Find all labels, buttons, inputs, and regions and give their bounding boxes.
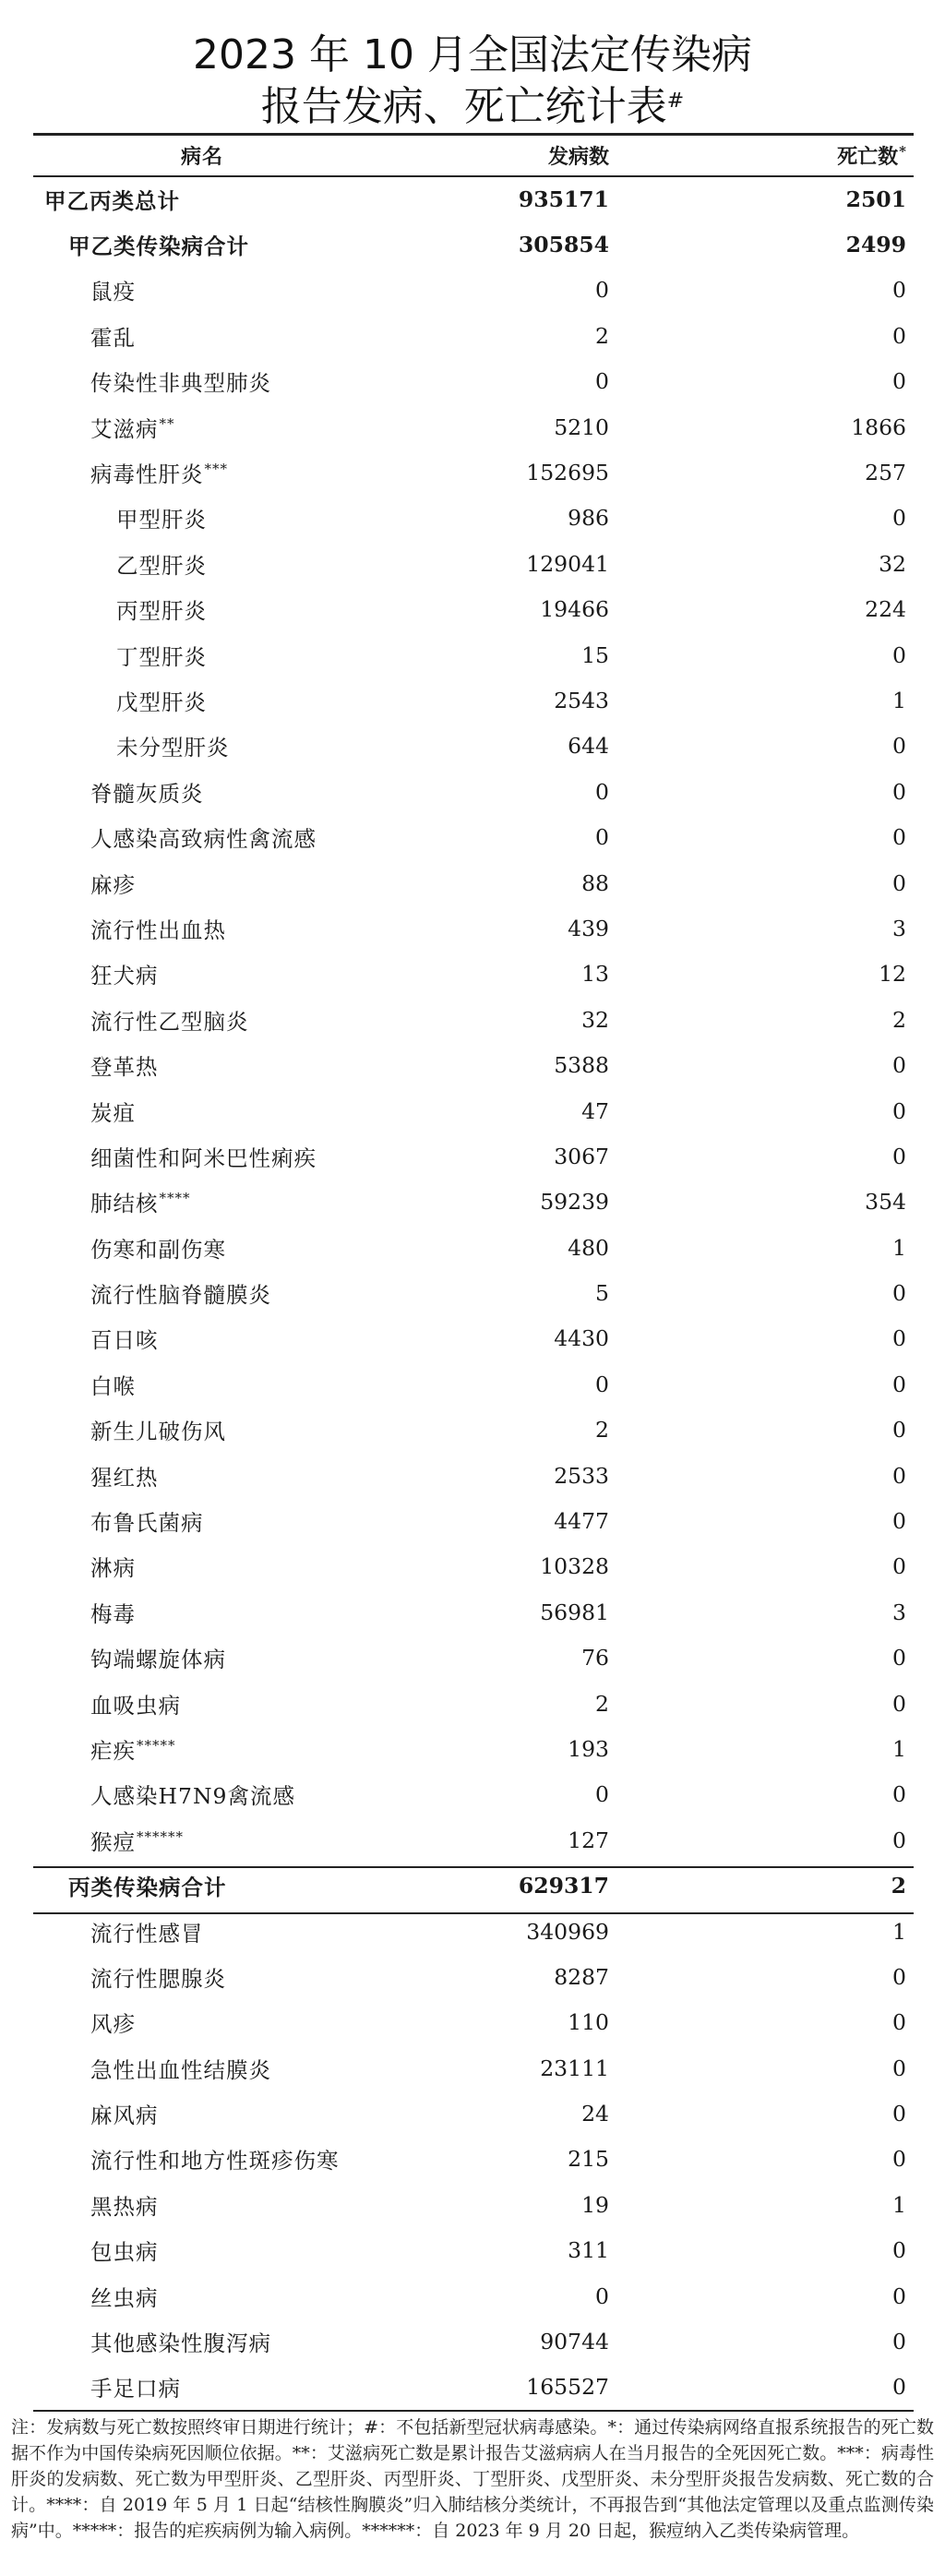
row-cases: 88 <box>581 869 609 896</box>
row-cases: 311 <box>568 2237 609 2264</box>
table-row <box>33 814 914 859</box>
row-name: 未分型肝炎 <box>116 735 230 761</box>
row-name: 戊型肝炎 <box>116 689 207 715</box>
row-footnote-mark: ***** <box>137 1736 176 1754</box>
table-row <box>33 2000 914 2045</box>
row-footnote-mark: **** <box>159 1190 191 1207</box>
row-deaths: 0 <box>892 277 906 304</box>
row-cases: 986 <box>568 505 609 532</box>
row-name: 甲型肝炎 <box>116 507 207 533</box>
row-cases: 0 <box>595 824 609 851</box>
row-name: 梅毒 <box>90 1600 136 1627</box>
title-line-1: 2023 年 10 月全国法定传染病 <box>193 31 752 78</box>
row-name: 麻疹 <box>90 871 136 898</box>
table-row <box>33 1726 914 1771</box>
row-name: 急性出血性结膜炎 <box>90 2056 271 2083</box>
table-row <box>33 268 914 313</box>
row-name: 流行性出血热 <box>90 917 226 943</box>
row-name: 狂犬病 <box>90 963 159 989</box>
row-deaths: 1 <box>892 687 906 713</box>
row-deaths: 257 <box>865 460 906 486</box>
row-name: 细菌性和阿米巴性痢疾 <box>90 1144 317 1171</box>
row-cases: 935171 <box>518 186 609 212</box>
table-row <box>33 1863 914 1908</box>
row-name: 黑热病 <box>90 2193 159 2220</box>
row-deaths: 354 <box>865 1189 906 1216</box>
table-row <box>33 222 914 267</box>
row-name: 人感染高致病性禽流感 <box>90 826 317 853</box>
row-deaths: 3 <box>892 1599 906 1625</box>
row-deaths: 0 <box>892 2009 906 2036</box>
row-cases: 5 <box>595 1280 609 1307</box>
row-cases: 3067 <box>554 1143 609 1169</box>
footnote: 注：发病数与死亡数按照终审日期进行统计；#：不包括新型冠状病毒感染。*：通过传染病网络直报系统报告的死亡数据不作为中国传染病死因顺位依据。**：艾滋病死亡数是累计报告艾滋病病人在当月报告的全死因死亡数。***：病毒性肝炎的发病数、死亡数为甲型肝炎、乙型肝炎、丙型肝炎、丁型肝炎、戊型肝炎、未分型肝炎报告发病数、死亡数的合计。****：自 2019 年 5 月 1 日起“结核性胸膜炎”归入肺结核分类统计，不再报告到“其他法定管理以及重点监测传染病”中。*****：报告的疟疾病例为输入病例。******：自 2023 年 9 月 20 日起，猴痘纳入乙类传染病管理。 <box>11 2417 934 2541</box>
row-cases: 129041 <box>526 550 609 577</box>
row-deaths: 0 <box>892 368 906 395</box>
row-deaths: 3 <box>892 915 906 941</box>
table-row <box>33 1498 914 1543</box>
row-name: 人感染H7N9禽流感 <box>90 1783 295 1810</box>
row-name: 流行性腮腺炎 <box>90 1965 226 1992</box>
row-deaths: 0 <box>892 1143 906 1169</box>
row-cases: 165527 <box>526 2374 609 2401</box>
row-cases: 5388 <box>554 1052 609 1079</box>
row-name: 乙型肝炎 <box>116 552 207 579</box>
row-deaths: 32 <box>879 550 906 577</box>
row-name: 其他感染性腹泻病 <box>90 2330 271 2357</box>
table-row <box>33 1316 914 1361</box>
row-deaths: 0 <box>892 1963 906 1990</box>
row-cases: 644 <box>568 733 609 760</box>
table-row <box>33 724 914 769</box>
row-cases: 90744 <box>540 2329 609 2355</box>
row-deaths: 0 <box>892 322 906 349</box>
row-deaths: 0 <box>892 1781 906 1808</box>
row-deaths: 0 <box>892 1508 906 1535</box>
table-row <box>33 2365 914 2410</box>
row-name: 白喉 <box>90 1372 136 1399</box>
row-name: 淋病 <box>90 1555 136 1582</box>
row-deaths: 0 <box>892 1417 906 1444</box>
table-row <box>33 860 914 905</box>
table-row <box>33 2318 914 2364</box>
table-row <box>33 632 914 677</box>
row-cases: 127 <box>568 1827 609 1853</box>
row-cases: 19466 <box>540 596 609 623</box>
table-row <box>33 905 914 951</box>
row-name: 丙型肝炎 <box>116 598 207 625</box>
row-name: 甲乙类传染病合计 <box>68 234 249 260</box>
table-row <box>33 677 914 723</box>
row-name: 百日咳 <box>90 1327 159 1354</box>
table-row <box>33 496 914 541</box>
row-cases: 19 <box>581 2191 609 2218</box>
row-cases: 0 <box>595 778 609 805</box>
row-name: 肺结核 **** <box>90 1190 191 1217</box>
row-deaths: 0 <box>892 869 906 896</box>
row-deaths: 0 <box>892 2237 906 2264</box>
table-row <box>33 1453 914 1498</box>
row-cases: 13 <box>581 961 609 988</box>
row-deaths: 0 <box>892 1280 906 1307</box>
row-cases: 56981 <box>540 1599 609 1625</box>
row-name: 钩端螺旋体病 <box>90 1647 226 1673</box>
row-cases: 10328 <box>540 1553 609 1580</box>
row-deaths: 0 <box>892 1690 906 1717</box>
row-name: 新生儿破伤风 <box>90 1419 226 1445</box>
row-deaths: 0 <box>892 2146 906 2173</box>
row-cases: 59239 <box>540 1189 609 1216</box>
title-mark: # <box>666 90 685 113</box>
row-deaths: 0 <box>892 733 906 760</box>
table-row <box>33 769 914 814</box>
table-row <box>33 1772 914 1817</box>
table-row <box>33 1361 914 1407</box>
row-deaths: 224 <box>865 596 906 623</box>
row-deaths: 0 <box>892 2374 906 2401</box>
table-row <box>33 2091 914 2136</box>
row-deaths: 1 <box>892 2191 906 2218</box>
row-deaths: 0 <box>892 2101 906 2127</box>
row-name: 丙类传染病合计 <box>68 1875 227 1901</box>
table-row <box>33 2228 914 2273</box>
table-row <box>33 449 914 495</box>
row-deaths: 0 <box>892 824 906 851</box>
row-deaths: 0 <box>892 1052 906 1079</box>
row-name: 猴痘 ****** <box>90 1827 184 1855</box>
row-deaths: 0 <box>892 2329 906 2355</box>
header-deaths: 死亡数 * <box>837 143 906 169</box>
table-row <box>33 1042 914 1087</box>
table-row <box>33 1088 914 1133</box>
row-deaths: 2501 <box>845 186 906 212</box>
table-header-row <box>33 134 914 176</box>
row-cases: 2543 <box>554 687 609 713</box>
table-row <box>33 404 914 449</box>
row-footnote-mark: ****** <box>137 1827 184 1845</box>
row-name: 艾滋病 ** <box>90 414 175 442</box>
row-cases: 32 <box>581 1006 609 1033</box>
table-row <box>33 997 914 1042</box>
row-cases: 0 <box>595 1371 609 1397</box>
row-deaths: 0 <box>892 778 906 805</box>
row-deaths: 0 <box>892 1325 906 1352</box>
row-deaths: 1 <box>892 1234 906 1261</box>
row-deaths: 2 <box>891 1873 906 1899</box>
table-row <box>33 952 914 997</box>
row-name: 流行性感冒 <box>90 1920 204 1947</box>
row-cases: 2 <box>595 1690 609 1717</box>
header-cases: 发病数 <box>547 144 609 169</box>
table-row <box>33 1408 914 1453</box>
row-cases: 152695 <box>526 460 609 486</box>
table-row <box>33 541 914 586</box>
row-name: 布鲁氏菌病 <box>90 1510 204 1537</box>
header-name: 病名 <box>181 144 224 169</box>
table-row <box>33 2182 914 2227</box>
table-row <box>33 2273 914 2318</box>
row-name: 炭疽 <box>90 1099 136 1126</box>
row-name: 流行性和地方性斑疹伤寒 <box>90 2148 340 2175</box>
table-row <box>33 1909 914 1954</box>
row-name: 手足口病 <box>90 2376 181 2402</box>
row-cases: 24 <box>581 2101 609 2127</box>
row-name: 丝虫病 <box>90 2284 159 2311</box>
table-row <box>33 1225 914 1270</box>
table-row <box>33 176 914 222</box>
table-row <box>33 1180 914 1225</box>
row-name: 病毒性肝炎 *** <box>90 461 228 488</box>
row-cases: 0 <box>595 1781 609 1808</box>
row-cases: 0 <box>595 368 609 395</box>
row-name: 风疹 <box>90 2011 136 2038</box>
table-row <box>33 1681 914 1726</box>
row-cases: 2533 <box>554 1462 609 1489</box>
table-row <box>33 1817 914 1863</box>
row-name: 包虫病 <box>90 2239 159 2266</box>
row-deaths: 0 <box>892 1462 906 1489</box>
table-row <box>33 1133 914 1179</box>
row-cases: 110 <box>568 2009 609 2036</box>
table-row <box>33 313 914 358</box>
row-footnote-mark: *** <box>204 461 228 478</box>
row-cases: 15 <box>581 641 609 668</box>
table-row <box>33 1635 914 1681</box>
row-deaths: 0 <box>892 505 906 532</box>
row-cases: 47 <box>581 1097 609 1124</box>
row-deaths: 0 <box>892 1097 906 1124</box>
table-row <box>33 587 914 632</box>
table-body <box>33 176 914 2410</box>
row-deaths: 12 <box>879 961 906 988</box>
row-deaths: 0 <box>892 2282 906 2309</box>
row-cases: 8287 <box>554 1963 609 1990</box>
row-deaths: 0 <box>892 2055 906 2081</box>
row-name: 伤寒和副伤寒 <box>90 1236 226 1263</box>
row-cases: 0 <box>595 277 609 304</box>
row-deaths: 0 <box>892 1827 906 1853</box>
row-cases: 0 <box>595 2282 609 2309</box>
row-deaths: 2 <box>892 1006 906 1033</box>
row-cases: 2 <box>595 1417 609 1444</box>
row-name: 鼠疫 <box>90 279 136 306</box>
row-deaths: 1 <box>892 1735 906 1762</box>
row-name: 血吸虫病 <box>90 1692 181 1719</box>
row-cases: 2 <box>595 322 609 349</box>
row-name: 麻风病 <box>90 2103 159 2129</box>
row-cases: 193 <box>568 1735 609 1762</box>
row-name: 流行性脑脊髓膜炎 <box>90 1282 271 1309</box>
row-cases: 340969 <box>526 1918 609 1945</box>
row-cases: 5210 <box>554 413 609 440</box>
row-name: 疟疾 ***** <box>90 1736 176 1764</box>
row-footnote-mark: ** <box>159 414 175 432</box>
row-name: 丁型肝炎 <box>116 643 207 670</box>
row-cases: 480 <box>568 1234 609 1261</box>
table-row <box>33 1589 914 1635</box>
row-deaths: 0 <box>892 1553 906 1580</box>
row-name: 霍乱 <box>90 324 136 351</box>
row-deaths: 0 <box>892 1645 906 1671</box>
row-cases: 23111 <box>540 2055 609 2081</box>
row-name: 猩红热 <box>90 1464 159 1491</box>
table-row <box>33 1270 914 1315</box>
table-row <box>33 2137 914 2182</box>
row-cases: 305854 <box>518 232 609 258</box>
table-row <box>33 1954 914 1999</box>
row-cases: 439 <box>568 915 609 941</box>
row-deaths: 1866 <box>851 413 906 440</box>
row-deaths: 0 <box>892 641 906 668</box>
table-row <box>33 2045 914 2091</box>
row-cases: 76 <box>581 1645 609 1671</box>
row-name: 甲乙丙类总计 <box>44 187 180 214</box>
row-name: 流行性乙型脑炎 <box>90 1008 249 1035</box>
table-row <box>33 359 914 404</box>
row-name: 登革热 <box>90 1054 159 1081</box>
table-row <box>33 1544 914 1589</box>
row-cases: 215 <box>568 2146 609 2173</box>
row-name: 传染性非典型肺炎 <box>90 370 271 397</box>
row-cases: 4430 <box>554 1325 609 1352</box>
row-deaths: 0 <box>892 1371 906 1397</box>
title-line-2: 报告发病、死亡统计表# <box>260 83 685 130</box>
statistics-table <box>33 134 914 2410</box>
row-deaths: 2499 <box>845 232 906 258</box>
row-name: 脊髓灰质炎 <box>90 780 204 807</box>
row-deaths: 1 <box>892 1918 906 1945</box>
row-cases: 4477 <box>554 1508 609 1535</box>
table-bottom-rule <box>33 2410 914 2412</box>
row-cases: 629317 <box>518 1873 609 1899</box>
